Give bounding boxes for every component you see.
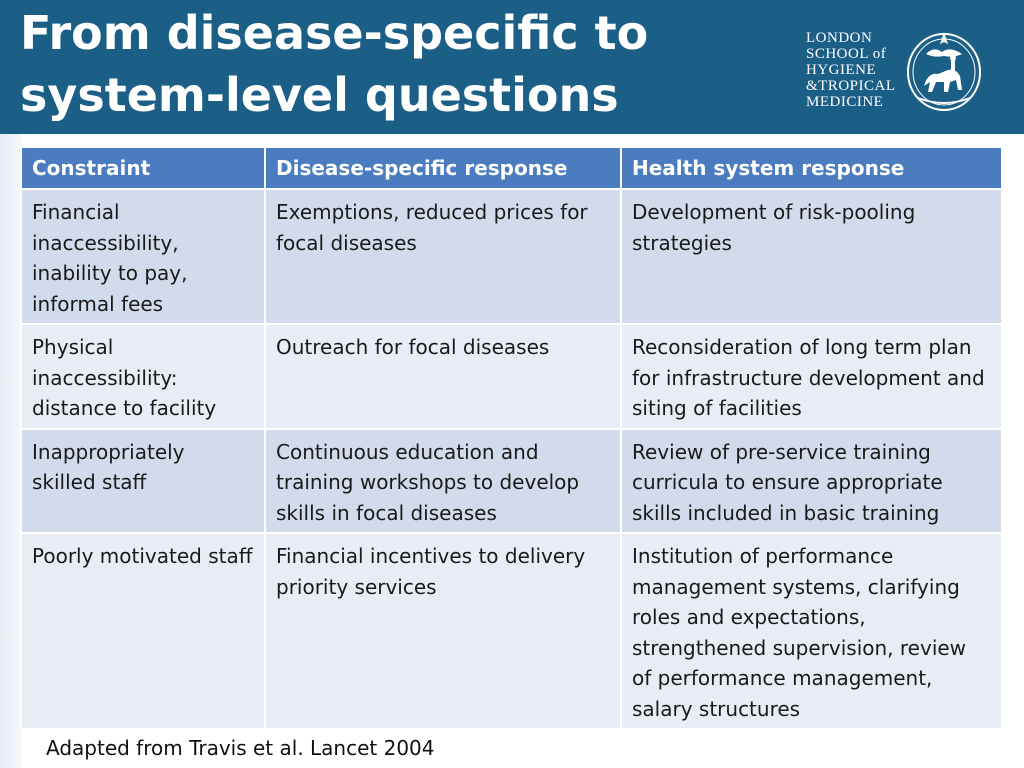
title-bar [0, 0, 1024, 134]
table-cell: Financial inaccessibility, inability to pay, informal fees [21, 189, 265, 324]
left-decoration [0, 134, 22, 768]
source-footnote: Adapted from Travis et al. Lancet 2004 [46, 736, 435, 760]
column-header-constraint: Constraint [21, 147, 265, 189]
table-cell: Reconsideration of long term plan for infrastructure development and siting of facilities [621, 324, 1002, 429]
table-row [21, 324, 1002, 429]
table-cell: Poorly motivated staff [21, 533, 265, 729]
table-cell: Physical inaccessibility: distance to facility [21, 324, 265, 429]
constraints-table [20, 146, 1003, 730]
table-cell: Institution of performance management systems, clarifying roles and expectations, strengthened supervision, review of performance management, salary structures [621, 533, 1002, 729]
table-cell: Development of risk-pooling strategies [621, 189, 1002, 324]
table-cell: Outreach for focal diseases [265, 324, 621, 429]
table-cell: Review of pre-service training curricula to ensure appropriate skills included in basic training [621, 429, 1002, 534]
table-row [21, 533, 1002, 729]
table-row [21, 429, 1002, 534]
slide-title: From disease-specific to system-level questions [20, 6, 649, 122]
table-cell: Financial incentives to delivery priority services [265, 533, 621, 729]
table-cell: Inappropriately skilled staff [21, 429, 265, 534]
column-header-disease-specific: Disease-specific response [265, 147, 621, 189]
table-cell: Continuous education and training workshops to develop skills in focal diseases [265, 429, 621, 534]
institution-logo-text: LONDON SCHOOL of HYGIENE &TROPICAL MEDICINE [806, 30, 896, 110]
table-cell: Exemptions, reduced prices for focal diseases [265, 189, 621, 324]
crest-icon [904, 24, 984, 112]
column-header-health-system: Health system response [621, 147, 1002, 189]
table-row [21, 189, 1002, 324]
table-header-row [21, 147, 1002, 189]
